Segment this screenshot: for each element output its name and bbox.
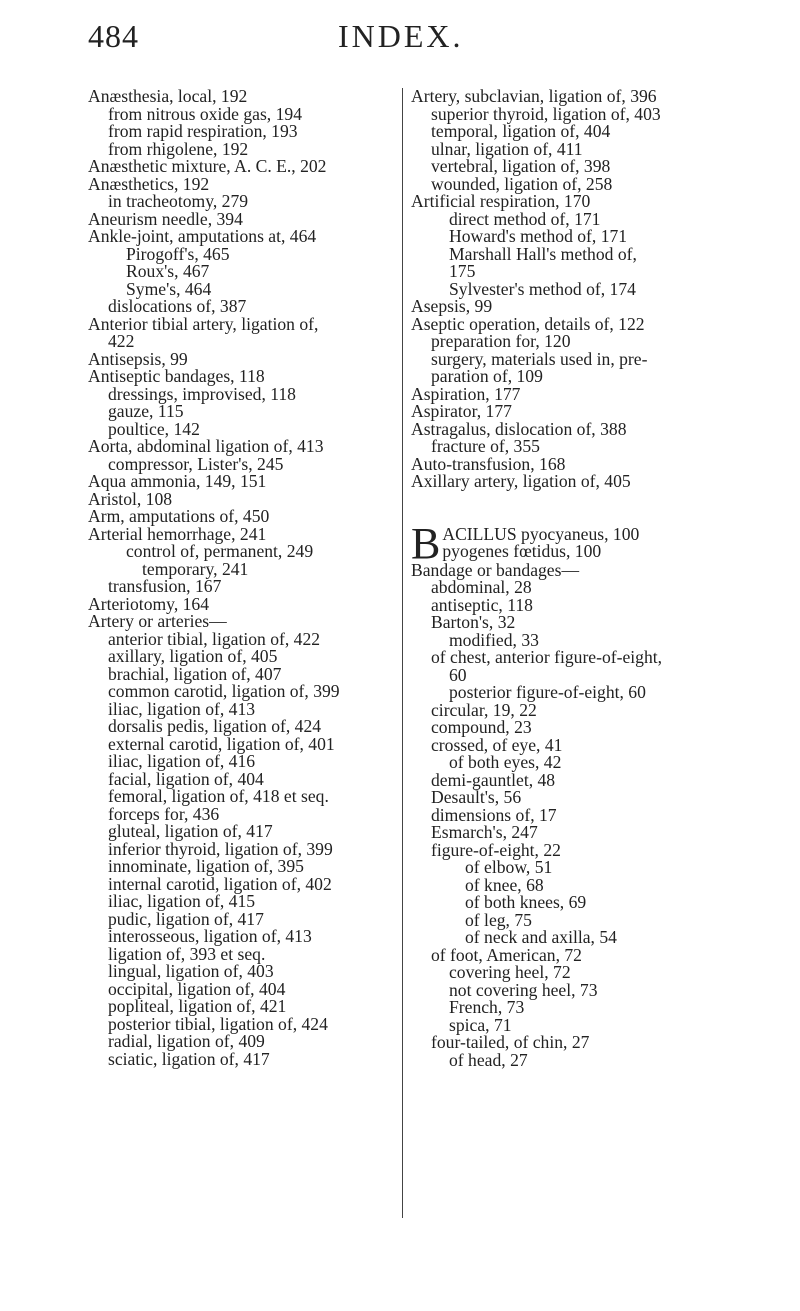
index-subentry: of neck and axilla, 54: [465, 927, 617, 947]
index-heading-entry: Ankle-joint, amputations at, 464: [88, 226, 317, 246]
index-subentry: transfusion, 167: [108, 576, 222, 596]
index-subentry: from rhigolene, 192: [108, 138, 249, 159]
index-heading-entry: Arterial hemorrhage, 241: [88, 523, 267, 544]
index-subentry: of chest, anterior figure-of-eight,: [431, 647, 663, 667]
index-subentry: circular, 19, 22: [431, 699, 537, 720]
index-heading-entry: Auto-transfusion, 168: [411, 453, 566, 474]
index-column-left: [88, 88, 388, 1068]
index-subentry: modified, 33: [449, 629, 539, 650]
index-subentry: from nitrous oxide gas, 194: [108, 103, 302, 124]
index-heading-entry: Aorta, abdominal ligation of, 413: [88, 436, 324, 456]
index-heading-entry: Anterior tibial artery, ligation of,: [88, 313, 319, 334]
index-subentry: dorsalis pedis, ligation of, 424: [108, 716, 322, 736]
index-subentry: not covering heel, 73: [449, 979, 598, 1000]
running-head: INDEX.: [338, 18, 464, 54]
index-heading-entry: Bandage or bandages—: [411, 559, 580, 580]
index-subentry: innominate, ligation of, 395: [108, 856, 304, 876]
index-subentry: interosseous, ligation of, 413: [108, 926, 312, 946]
section-gap: [403, 491, 733, 526]
index-subentry: iliac, ligation of, 416: [108, 751, 256, 771]
index-subentry: Sylvester's method of, 174: [449, 278, 636, 299]
index-subentry: Pirogoff's, 465: [126, 243, 230, 264]
index-heading-entry: Aseptic operation, details of, 122: [411, 313, 645, 334]
bacillus-entry: [403, 518, 733, 568]
index-subentry: paration of, 109: [431, 366, 543, 386]
index-subentry: sciatic, ligation of, 417: [108, 1048, 270, 1069]
index-heading-entry: Axillary artery, ligation of, 405: [411, 471, 631, 491]
index-subentry: of head, 27: [449, 1049, 528, 1070]
index-subentry: abdominal, 28: [431, 577, 532, 597]
index-subentry: fracture of, 355: [431, 436, 540, 456]
index-subentry: preparation for, 120: [431, 331, 571, 351]
index-subentry: ligation of, 393 et seq.: [108, 943, 266, 964]
index-subentry: compound, 23: [431, 717, 532, 737]
index-subentry: 60: [449, 664, 467, 685]
index-subentry: in tracheotomy, 279: [108, 191, 249, 211]
index-heading-entry: Antisepsis, 99: [88, 348, 188, 369]
index-subentry: of both eyes, 42: [449, 752, 562, 772]
index-heading-entry: Arteriotomy, 164: [88, 593, 210, 614]
index-subentry: radial, ligation of, 409: [108, 1031, 265, 1051]
index-entry: pyogenes fœtidus, 100: [442, 541, 602, 561]
index-heading-entry: Aneurism needle, 394: [88, 208, 243, 229]
index-heading-entry: Anæsthetics, 192: [88, 173, 210, 194]
index-subentry: gauze, 115: [108, 401, 184, 421]
index-heading-entry: Artery, subclavian, ligation of, 396: [411, 86, 657, 106]
index-subentry: antiseptic, 118: [431, 594, 533, 615]
index-subentry: wounded, ligation of, 258: [431, 173, 613, 194]
index-heading-entry: Arm, amputations of, 450: [88, 506, 270, 526]
index-subentry: temporal, ligation of, 404: [431, 121, 611, 141]
index-subentry: temporary, 241: [142, 558, 249, 579]
index-subentry: Roux's, 467: [126, 261, 210, 281]
index-subentry: of foot, American, 72: [431, 944, 582, 965]
index-heading-entry: Anæsthetic mixture, A. C. E., 202: [88, 156, 327, 176]
index-entry: ACILLUS pyocyaneus, 100: [442, 523, 640, 544]
index-subentry: inferior thyroid, ligation of, 399: [108, 838, 333, 859]
index-subentry: dislocations of, 387: [108, 296, 247, 316]
index-subentry: dressings, improvised, 118: [108, 383, 296, 404]
index-subentry: pudic, ligation of, 417: [108, 908, 264, 929]
index-subentry: French, 73: [449, 997, 525, 1017]
index-heading-entry: Aqua ammonia, 149, 151: [88, 471, 267, 491]
index-subentry: 422: [108, 331, 135, 351]
index-subentry: four-tailed, of chin, 27: [431, 1032, 590, 1052]
index-subentry: of knee, 68: [465, 874, 544, 895]
index-subentry: vertebral, ligation of, 398: [431, 156, 611, 176]
index-heading-entry: Aspiration, 177: [411, 383, 521, 404]
index-subentry: popliteal, ligation of, 421: [108, 996, 287, 1016]
index-subentry: demi-gauntlet, 48: [431, 769, 556, 790]
index-subentry: anterior tibial, ligation of, 422: [108, 628, 321, 649]
index-subentry: forceps for, 436: [108, 803, 220, 824]
index-subentry: femoral, ligation of, 418 et seq.: [108, 786, 329, 806]
index-subentry: surgery, materials used in, pre-: [431, 348, 648, 369]
page-header: [0, 18, 800, 64]
index-subentry: facial, ligation of, 404: [108, 768, 264, 789]
index-subentry: external carotid, ligation of, 401: [108, 733, 335, 754]
index-subentry: iliac, ligation of, 415: [108, 891, 256, 911]
index-subentry: Howard's method of, 171: [449, 226, 628, 246]
index-subentry: Syme's, 464: [126, 278, 212, 299]
index-subentry: crossed, of eye, 41: [431, 734, 563, 755]
index-subentry: of both knees, 69: [465, 892, 587, 912]
index-subentry: axillary, ligation of, 405: [108, 646, 278, 666]
index-subentry: posterior figure-of-eight, 60: [449, 682, 646, 702]
index-heading-entry: Aristol, 108: [88, 488, 173, 509]
index-subentry: common carotid, ligation of, 399: [108, 681, 340, 701]
index-subentry: Marshall Hall's method of,: [449, 243, 637, 264]
index-heading-entry: Artificial respiration, 170: [411, 191, 591, 211]
index-subentry: ulnar, ligation of, 411: [431, 138, 583, 159]
index-subentry: posterior tibial, ligation of, 424: [108, 1013, 328, 1034]
index-subentry: from rapid respiration, 193: [108, 121, 298, 141]
index-subentry: covering heel, 72: [449, 962, 571, 982]
index-subentry: poultice, 142: [108, 418, 200, 439]
index-heading-entry: Anæsthesia, local, 192: [88, 86, 248, 106]
index-subentry: of leg, 75: [465, 909, 532, 930]
dropcap-letter: B: [411, 518, 441, 568]
index-heading-entry: Astragalus, dislocation of, 388: [411, 418, 627, 439]
index-subentry: superior thyroid, ligation of, 403: [431, 103, 661, 124]
index-subentry: internal carotid, ligation of, 402: [108, 873, 332, 894]
index-subentry: of elbow, 51: [465, 857, 553, 877]
index-subentry: dimensions of, 17: [431, 804, 557, 825]
index-subentry: spica, 71: [449, 1014, 512, 1035]
index-subentry: Desault's, 56: [431, 787, 522, 807]
index-subentry: 175: [449, 261, 476, 281]
index-subentry: brachial, ligation of, 407: [108, 663, 282, 684]
index-heading-entry: Aspirator, 177: [411, 401, 512, 421]
index-subentry: direct method of, 171: [449, 208, 601, 229]
index-subentry: control of, permanent, 249: [126, 541, 314, 561]
index-column-right: [402, 88, 733, 1218]
index-subentry: iliac, ligation of, 413: [108, 698, 256, 719]
index-heading-entry: Antiseptic bandages, 118: [88, 366, 265, 386]
index-subentry: Barton's, 32: [431, 612, 516, 632]
page-number: 484: [88, 18, 139, 54]
index-subentry: occipital, ligation of, 404: [108, 978, 286, 999]
index-heading-entry: Asepsis, 99: [411, 296, 493, 316]
index-subentry: lingual, ligation of, 403: [108, 961, 274, 981]
index-subentry: figure-of-eight, 22: [431, 839, 561, 860]
index-subentry: Esmarch's, 247: [431, 822, 538, 842]
index-heading-entry: Artery or arteries—: [88, 611, 227, 631]
index-subentry: compressor, Lister's, 245: [108, 453, 284, 474]
index-subentry: gluteal, ligation of, 417: [108, 821, 273, 841]
